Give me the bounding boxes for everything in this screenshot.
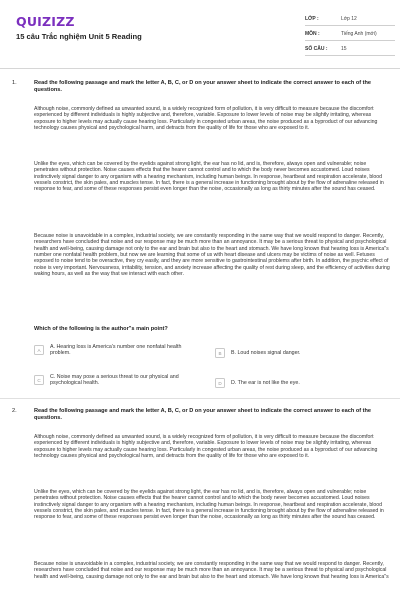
option-text: B. Loud noises signal danger. — [231, 349, 301, 356]
question-divider — [0, 398, 400, 399]
meta-value: Tiếng Anh (mới) — [341, 31, 377, 37]
question-instruction: Read the following passage and mark the letter A, B, C, or D on your answer sheet to indicate the correct answer to each of the questions. — [34, 408, 372, 422]
option-letter-box: B — [215, 348, 225, 358]
question-prompt: Which of the following is the author"s main point? — [34, 326, 168, 332]
option-text: A. Hearing loss is America's number one nonfatal health problem. — [50, 344, 182, 357]
option-letter-box: C — [34, 375, 44, 385]
answer-option-c[interactable] — [34, 374, 200, 387]
meta-value: Lớp 12 — [341, 16, 357, 22]
answer-option-a[interactable] — [34, 344, 200, 357]
question-number: 1. — [12, 80, 17, 86]
passage-paragraph: Because noise is unavoidable in a complex, industrial society, we are constantly responding in the same way that we would respond to danger. Recently, researchers have concluded that noise and our response may be much more than an annoyance. It may be a serious threat to physical and psychological health and well-being, causing damage not only to the ear and brain but also to the heart and stomach. We have long known that hearing loss is America"s — [34, 561, 389, 580]
header-divider — [0, 68, 400, 69]
passage-paragraph: Because noise is unavoidable in a complex, industrial society, we are constantly responding in the same way that we would respond to danger. Recently, researchers have concluded that noise and our response may be much more than an annoyance. It may be a serious threat to physical and psychological health and well-being, causing damage not only to the ear and brain but also to the heart and stomach. We have long known that hearing loss is America"s number one nonfatal health problem, but now we are learning that some of us with heart disease and ulcers may be victims of noise as well. Fetuses exposed to noise tend to be overactive, they cry easily, and they are more sensitive to gastrointestinal problems after birth. In addition, the psychic effect of noise is very important. Nervousness, irritability, tension, and anxiety increase affecting the quality of rest during sleep, and the efficiency of activities during waking hours, as well as the way that we interact with each other. — [34, 233, 390, 278]
option-text: D. The ear is not like the eye. — [231, 379, 300, 386]
passage-paragraph: Although noise, commonly defined as unwanted sound, is a widely recognized form of pollution, it is very difficult to measure because the discomfort experienced by different individuals is highly subjective and, therefore, variable. Exposure to lower levels of noise may be slightly irritating, whereas exposure to higher levels may actually cause hearing loss. Particularly in congested urban areas, the noise produced as a byproduct of our advancing technology causes physical and psychological harm, and detracts from the quality of life for those who are exposed to it. — [34, 106, 378, 132]
question-number: 2. — [12, 408, 17, 414]
quizizz-logo: QUIZIZZ — [16, 14, 75, 29]
page-title: 15 câu Trắc nghiệm Unit 5 Reading — [16, 32, 142, 41]
option-text: C. Noise may pose a serious threat to our physical and psychological health. — [50, 374, 179, 387]
passage-paragraph: Unlike the eyes, which can be covered by the eyelids against strong light, the ear has no lid, and is, therefore, always open and vulnerable; noise penetrates without protection. Noise causes effects that the hearer cannot control and to which the body never becomes accustomed. Loud noises instinctively signal danger to any organism with a hearing mechanism, including human beings. In response, heartbeat and respiration accelerate, blood vessels constrict, the skin pales, and muscles tense. In fact, there is a general increase in functioning brought about by the flow of adrenaline released in response to fear, and some of these responses persist even longer than the noise, occasionally as long as thirty minutes after the sound has ceased. — [34, 161, 384, 193]
meta-value: 15 — [341, 46, 347, 52]
passage-paragraph: Unlike the eyes, which can be covered by the eyelids against strong light, the ear has no lid, and is, therefore, always open and vulnerable; noise penetrates without protection. Noise causes effects that the hearer cannot control and to which the body never becomes accustomed. Loud noises instinctively signal danger to any organism with a hearing mechanism, including human beings. In response, heartbeat and respiration accelerate, blood vessels constrict, the skin pales, and muscles tense. In fact, there is a general increase in functioning brought about by the flow of adrenaline released in response to fear, and some of these responses persist even longer than the noise, occasionally as long as thirty minutes after the sound has ceased. — [34, 489, 384, 521]
meta-divider — [305, 25, 395, 26]
answer-option-d[interactable] — [215, 378, 381, 388]
answer-option-b[interactable] — [215, 348, 381, 358]
question-instruction: Read the following passage and mark the letter A, B, C, or D on your answer sheet to indicate the correct answer to each of the questions. — [34, 80, 372, 94]
meta-key: LỚP : — [305, 16, 319, 22]
meta-divider — [305, 40, 395, 41]
option-letter-box: D — [215, 378, 225, 388]
meta-divider — [305, 55, 395, 56]
document-header — [0, 0, 400, 64]
meta-key: MÔN : — [305, 31, 320, 37]
meta-key: SỐ CÂU : — [305, 46, 328, 52]
option-letter-box: A — [34, 345, 44, 355]
passage-paragraph: Although noise, commonly defined as unwanted sound, is a widely recognized form of pollution, it is very difficult to measure because the discomfort experienced by different individuals is highly subjective and, therefore, variable. Exposure to lower levels of noise may be slightly irritating, whereas exposure to higher levels may actually cause hearing loss. Particularly in congested urban areas, the noise produced as a byproduct of our advancing technology causes physical and psychological harm, and detracts from the quality of life for those who are exposed to it. — [34, 434, 378, 460]
